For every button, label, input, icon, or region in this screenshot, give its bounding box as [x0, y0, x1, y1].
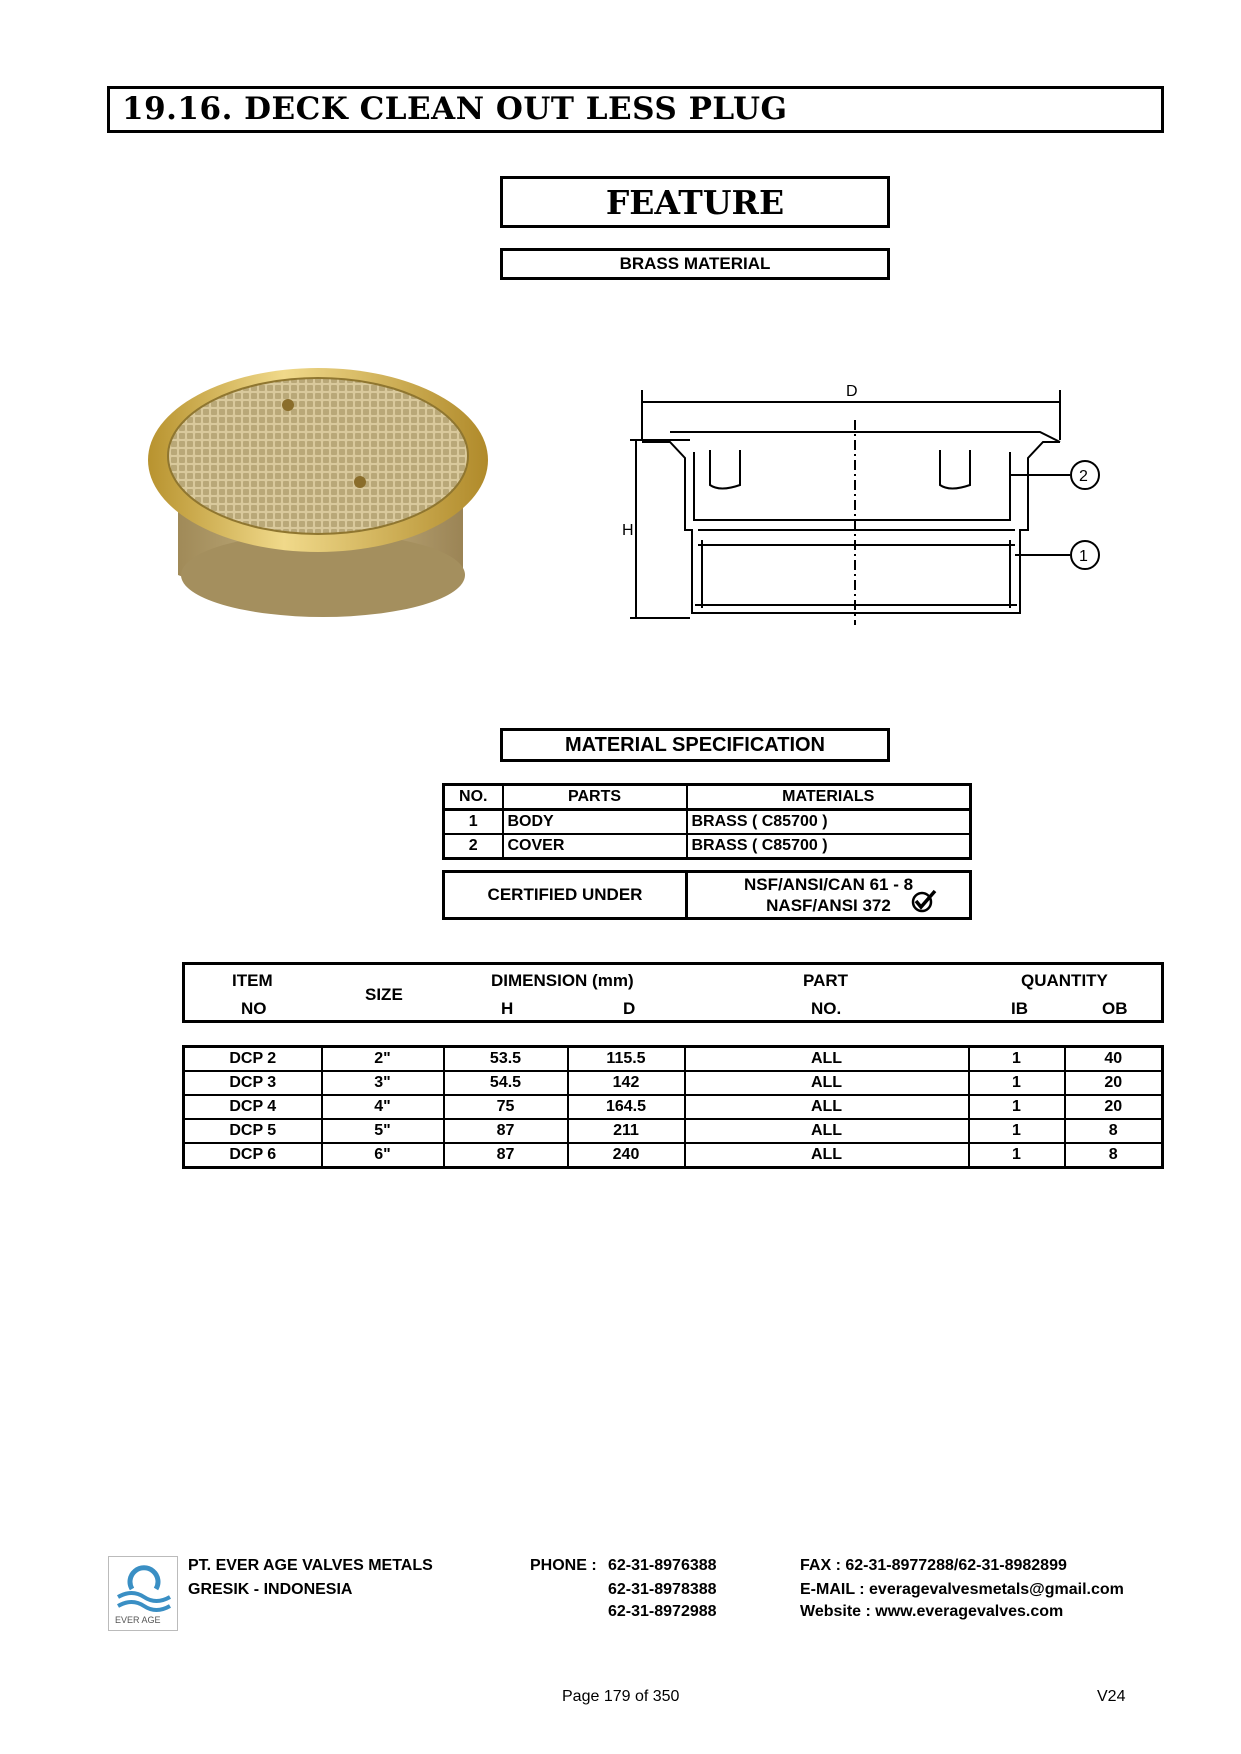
table-cell: 8 — [1065, 1143, 1163, 1168]
table-row — [184, 1047, 1163, 1072]
table-cell: ALL — [685, 1071, 969, 1095]
technical-drawing — [610, 380, 1125, 630]
certification-line-2: NASF/ANSI 372 — [766, 896, 891, 915]
header-size: SIZE — [365, 985, 403, 1004]
phone-label: PHONE : — [530, 1557, 597, 1574]
column-header: NO. — [444, 785, 503, 810]
table-row — [184, 1095, 1163, 1119]
table-cell: 20 — [1065, 1095, 1163, 1119]
table-cell: 1 — [969, 1095, 1065, 1119]
table-row — [184, 1071, 1163, 1095]
table-cell: ALL — [685, 1119, 969, 1143]
table-cell: 54.5 — [444, 1071, 568, 1095]
dimension-table — [182, 1045, 1164, 1169]
table-cell: 1 — [969, 1143, 1065, 1168]
document-version: V24 — [1097, 1688, 1126, 1705]
company-name: PT. EVER AGE VALVES METALS — [188, 1557, 433, 1574]
phone-1: 62-31-8976388 — [608, 1557, 717, 1574]
company-logo — [108, 1556, 178, 1631]
table-cell: 20 — [1065, 1071, 1163, 1095]
table-cell: 3" — [322, 1071, 444, 1095]
table-cell: 142 — [568, 1071, 685, 1095]
table-cell: 5" — [322, 1119, 444, 1143]
header-part: PART — [803, 971, 849, 990]
table-row — [184, 1143, 1163, 1168]
table-cell: DCP 2 — [184, 1047, 322, 1072]
dimension-table-header — [182, 962, 1164, 1023]
certification-standards — [687, 872, 971, 919]
phone-3: 62-31-8972988 — [608, 1603, 717, 1620]
table-cell: 1 — [969, 1047, 1065, 1072]
table-cell: 87 — [444, 1119, 568, 1143]
header-dimension: DIMENSION (mm) — [491, 971, 634, 990]
table-cell: 1 — [969, 1071, 1065, 1095]
table-cell: 2" — [322, 1047, 444, 1072]
table-cell: ALL — [685, 1143, 969, 1168]
table-cell: DCP 5 — [184, 1119, 322, 1143]
logo-text: EVER AGE — [115, 1615, 161, 1625]
table-row — [444, 834, 971, 859]
table-cell: 240 — [568, 1143, 685, 1168]
product-photo — [138, 360, 508, 630]
dim-label-d: D — [846, 383, 858, 400]
table-cell: BRASS ( C85700 ) — [687, 810, 971, 835]
company-location: GRESIK - INDONESIA — [188, 1581, 353, 1598]
material-spec-heading: MATERIAL SPECIFICATION — [500, 728, 890, 762]
table-cell: 4" — [322, 1095, 444, 1119]
page-title: 19.16. DECK CLEAN OUT LESS PLUG — [122, 91, 788, 127]
table-cell: COVER — [503, 834, 687, 859]
table-cell: 211 — [568, 1119, 685, 1143]
column-header: MATERIALS — [687, 785, 971, 810]
header-item: ITEM — [232, 971, 273, 990]
certification-table — [442, 870, 972, 920]
column-header: PARTS — [503, 785, 687, 810]
header-ob: OB — [1102, 999, 1128, 1018]
header-ib: IB — [1011, 999, 1028, 1018]
table-header-row — [444, 785, 971, 810]
page-number: Page 179 of 350 — [562, 1688, 680, 1705]
header-no: NO — [241, 999, 267, 1018]
table-cell: 53.5 — [444, 1047, 568, 1072]
table-row — [184, 1119, 1163, 1143]
table-row — [444, 810, 971, 835]
table-cell: 115.5 — [568, 1047, 685, 1072]
email: E-MAIL : everagevalvesmetals@gmail.com — [800, 1581, 1124, 1598]
table-cell: 2 — [444, 834, 503, 859]
wave-logo-icon — [110, 1559, 178, 1619]
table-cell: 75 — [444, 1095, 568, 1119]
website: Website : www.everagevalves.com — [800, 1603, 1064, 1620]
header-part-no: NO. — [811, 999, 842, 1018]
certification-line-1: NSF/ANSI/CAN 61 - 8 — [743, 875, 914, 894]
table-cell: 164.5 — [568, 1095, 685, 1119]
callout-1: 1 — [1079, 548, 1088, 565]
fax: FAX : 62-31-8977288/62-31-8982899 — [800, 1557, 1067, 1574]
feature-material: BRASS MATERIAL — [500, 248, 890, 280]
table-cell: BRASS ( C85700 ) — [687, 834, 971, 859]
table-cell: ALL — [685, 1047, 969, 1072]
header-d: D — [623, 999, 636, 1018]
material-spec-table — [442, 783, 972, 860]
header-quantity: QUANTITY — [1021, 971, 1108, 990]
table-cell: DCP 6 — [184, 1143, 322, 1168]
table-cell: 1 — [444, 810, 503, 835]
table-cell: DCP 4 — [184, 1095, 322, 1119]
page-title-box — [107, 86, 1164, 133]
table-cell: 87 — [444, 1143, 568, 1168]
table-cell: 1 — [969, 1119, 1065, 1143]
table-cell: ALL — [685, 1095, 969, 1119]
table-cell: 8 — [1065, 1119, 1163, 1143]
feature-heading: FEATURE — [500, 176, 890, 228]
header-h: H — [501, 999, 514, 1018]
dim-label-h: H — [622, 522, 634, 539]
table-cell: 6" — [322, 1143, 444, 1168]
table-cell: 40 — [1065, 1047, 1163, 1072]
checkmark-icon — [911, 889, 937, 913]
phone-2: 62-31-8978388 — [608, 1581, 717, 1598]
table-cell: BODY — [503, 810, 687, 835]
table-cell: DCP 3 — [184, 1071, 322, 1095]
callout-2: 2 — [1079, 468, 1088, 485]
certified-under-label: CERTIFIED UNDER — [444, 872, 687, 919]
